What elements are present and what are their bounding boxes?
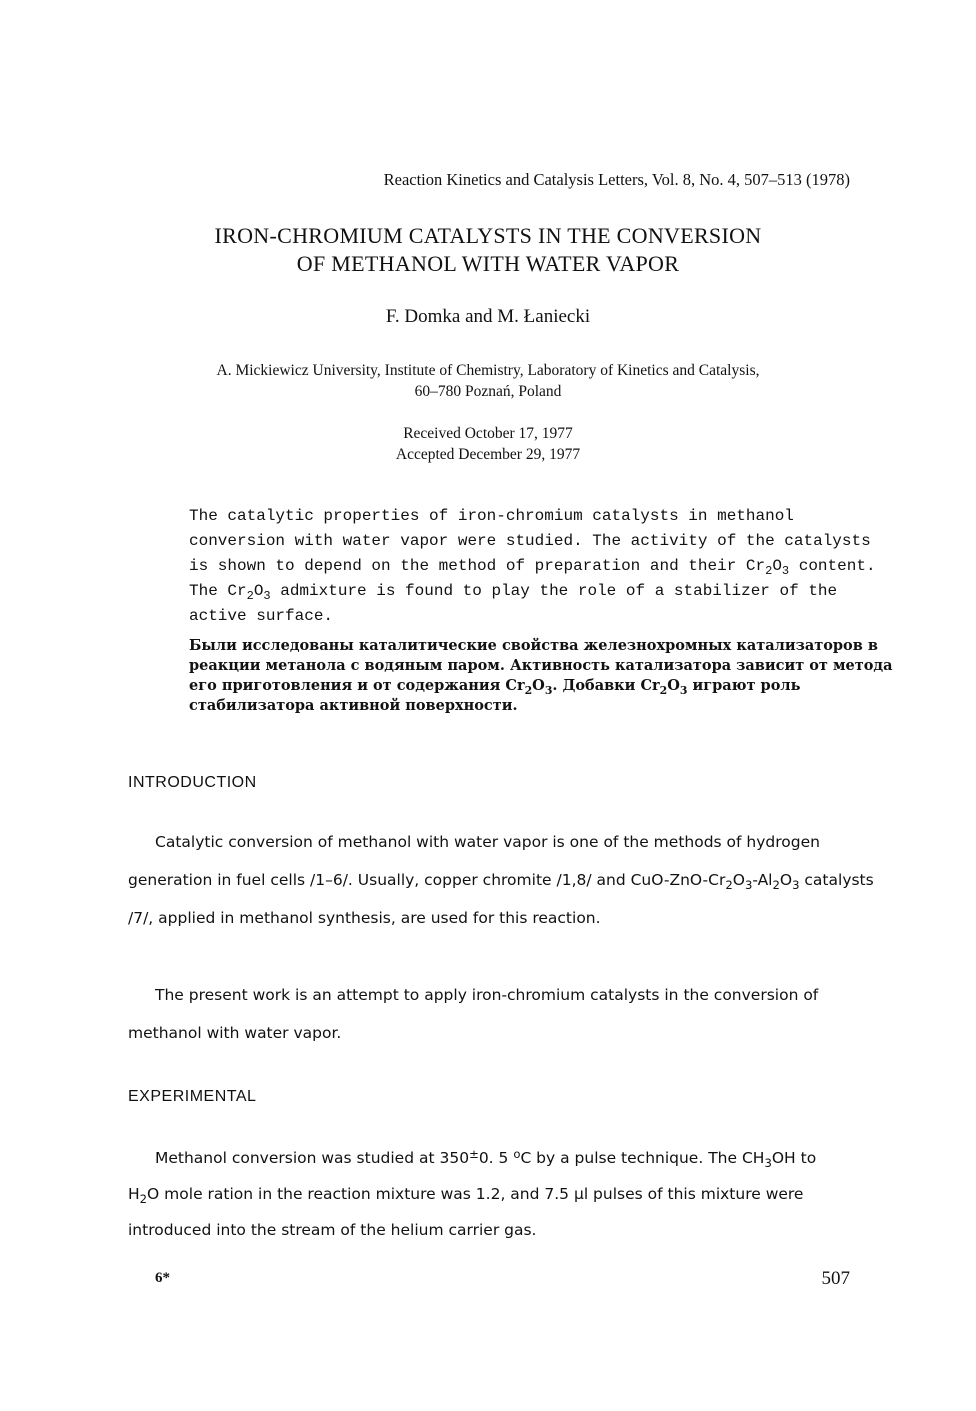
title-line-2: OF METHANOL WITH WATER VAPOR <box>296 251 680 276</box>
affiliation <box>0 360 976 402</box>
affiliation-line-2: 60–780 Poznań, Poland <box>414 383 562 400</box>
formula-cr2o3: $Cr_2O_3$ <box>745 557 790 579</box>
title-line-1: IRON-CHROMIUM CATALYSTS IN THE CONVERSION <box>214 223 762 248</box>
formula-cr2o3: $Cr_2O_3$ <box>708 871 753 893</box>
abstract-ru-text-3: играют роль стабилизатора активной поверхности. <box>189 677 801 714</box>
formula-cr2o3: $Cr_2O_3$ <box>640 677 688 697</box>
dates <box>0 423 976 465</box>
abstract-en-text-2: content. The <box>189 557 876 600</box>
affiliation-line-1: A. Mickiewicz University, Institute of Chemistry, Laboratory of Kinetics and Catalysis, <box>216 362 760 379</box>
footer-signature: 6* <box>155 1270 170 1286</box>
received-date: Received October 17, 1977 <box>403 425 573 442</box>
introduction-paragraph-1: Catalytic conversion of methanol with water vapor is one of the methods of hydrogen generation in fuel cells /1–6/. Usually, copper chromite /1,8/ and CuO-$ZnO-Cr_2O_3-Al_2O_3$ catalysts /7/, applied in methanol synthesis, are used for this reaction. <box>128 833 874 927</box>
section-heading-experimental: EXPERIMENTAL <box>128 1088 257 1105</box>
abstract-ru-text-2: . Добавки <box>552 677 636 694</box>
formula-cr2o3: $Cr_2O_3$ <box>227 582 271 604</box>
experimental-paragraph-1: Methanol conversion was studied at 350±0. 5 $^o$C by a pulse technique. The $CH_3OH$ to $H_2O$ mole ration in the reaction mixture was 1.2, and 7.5 μl pulses of this mixture were introduced into the stream of the helium carrier gas. <box>128 1146 817 1239</box>
introduction-paragraph-2: The present work is an attempt to apply iron-chromium catalysts in the conversion of methanol with water vapor. <box>128 986 819 1042</box>
abstract-ru-text-1: Были исследованы каталитические свойства железнохромных катализаторов в реакции метанола с водяным паром. Активность катализатора зависит от метода его приготовления и от содержания <box>189 637 893 694</box>
abstract-en-text-1: The catalytic properties of iron-chromium catalysts in methanol conversion with water vapor were studied. The activity of the catalysts is shown to depend on the method of preparation and their <box>189 507 871 575</box>
abstract-english <box>189 504 889 629</box>
journal-reference: Reaction Kinetics and Catalysis Letters, Vol. 8, No. 4, 507–513 (1978) <box>383 170 850 189</box>
paper-title <box>0 222 976 278</box>
section-heading-introduction: INTRODUCTION <box>128 774 257 791</box>
abstract-en-text-3: admixture is found to play the role of a stabilizer of the active surface. <box>189 582 838 625</box>
accepted-date: Accepted December 29, 1977 <box>395 446 581 463</box>
authors: F. Domka and M. Łaniecki <box>385 306 591 327</box>
formula-cr2o3: $Cr_2O_3$ <box>505 677 553 697</box>
abstract-russian <box>189 636 895 716</box>
page-number: 507 <box>821 1268 850 1289</box>
